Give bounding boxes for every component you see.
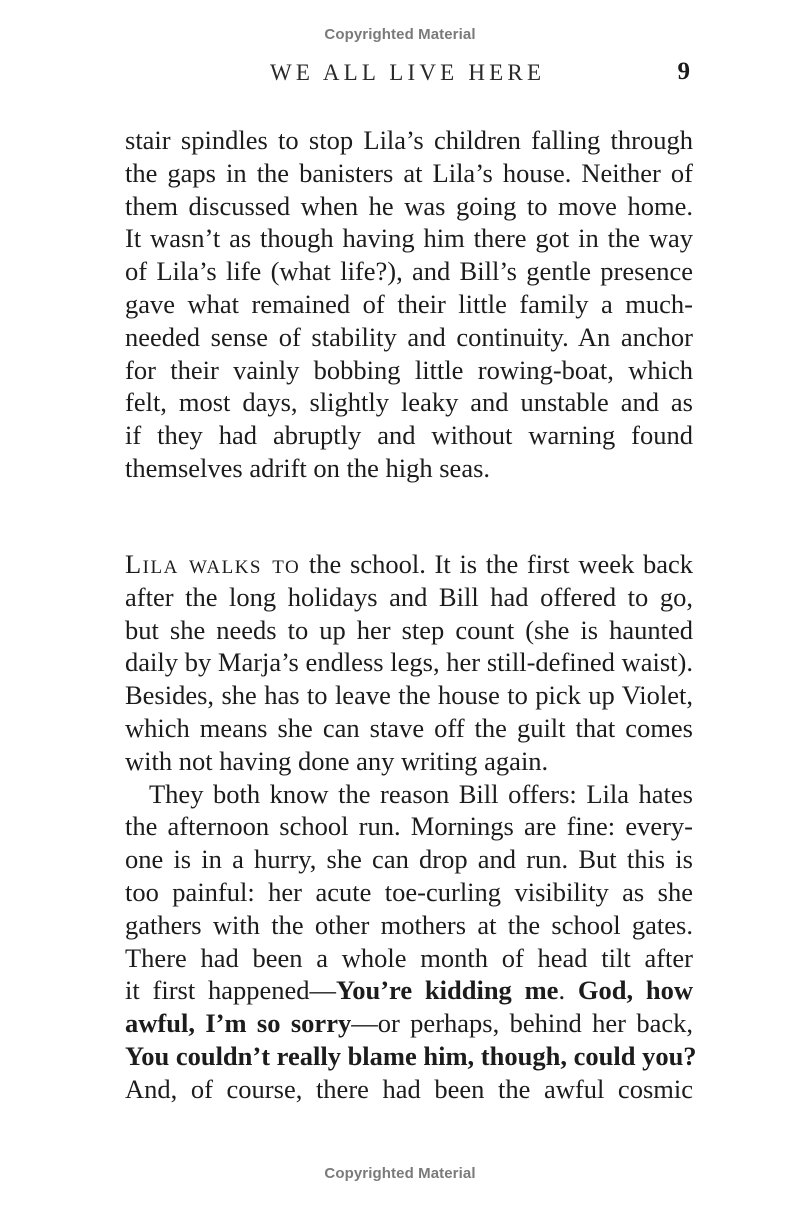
opening-line-rest: the school. It is the first week back — [300, 549, 693, 579]
text-line: gave what remained of their little family a much- — [125, 288, 693, 319]
text-line: them discussed when he was going to move home. — [125, 190, 693, 221]
text-line: stair spindles to stop Lila’s children falling through — [125, 125, 693, 155]
text-line: needed sense of stability and continuity. An anchor — [125, 321, 693, 352]
text-line: too painful: her acute toe-curling visibility as she — [125, 876, 693, 907]
text-line: of Lila’s life (what life?), and Bill’s gentle presence — [125, 256, 693, 287]
text-line: Besides, she has to leave the house to pick up Violet, — [125, 680, 693, 711]
text-line: after the long holidays and Bill had offered to go, — [125, 581, 693, 612]
text-line: gathers with the other mothers at the school gates. — [125, 909, 693, 940]
copyright-watermark-top: Copyrighted Material — [324, 26, 476, 43]
bold-quote-line: You couldn’t really blame him, though, could you? — [125, 1040, 697, 1071]
section-opening-line — [125, 548, 693, 581]
running-title: WE ALL LIVE HERE — [270, 60, 546, 85]
page-number: 9 — [677, 58, 690, 85]
line-separator: . — [558, 975, 578, 1006]
bold-quote: awful, I’m so sorry — [125, 1008, 352, 1039]
text-line: but she needs to up her step count (she is haunted — [125, 614, 693, 645]
copyright-watermark-bottom: Copyrighted Material — [324, 1165, 476, 1182]
text-line: There had been a whole month of head tilt after — [125, 942, 693, 973]
text-line: which means she can stave off the guilt that comes — [125, 712, 693, 743]
text-line-mixed — [125, 1007, 693, 1040]
text-line-mixed — [125, 974, 693, 1007]
text-line: one is in a hurry, she can drop and run. But this is — [125, 844, 693, 875]
text-line: themselves adrift on the high seas. — [125, 452, 491, 483]
text-line: the afternoon school run. Mornings are fine: every- — [125, 811, 693, 842]
bold-quote: You’re kidding me — [336, 975, 559, 1006]
text-line: with not having done any writing again. — [125, 745, 549, 776]
line-plain-part: —or perhaps, behind her back, — [351, 1008, 693, 1039]
text-line: And, of course, there had been the awful cosmic — [125, 1073, 693, 1104]
text-line: It wasn’t as though having him there got in the way — [125, 223, 693, 254]
text-line: for their vainly bobbing little rowing-boat, which — [125, 354, 693, 385]
paragraph-continued — [125, 124, 693, 485]
line-plain-part: it first happened— — [125, 975, 337, 1006]
text-line: the gaps in the banisters at Lila’s house. Neither of — [125, 157, 693, 188]
text-line: if they had abruptly and without warning found — [125, 420, 693, 451]
text-line: daily by Marja’s endless legs, her still-defined waist). — [125, 647, 693, 678]
bold-quote: God, how — [577, 975, 693, 1006]
section-opening-smallcaps: Lila walks to — [125, 549, 301, 579]
text-line: felt, most days, slightly leaky and unstable and as — [125, 387, 693, 418]
section-body — [125, 548, 697, 1106]
running-header — [0, 58, 800, 92]
text-line: They both know the reason Bill offers: Lila hates — [149, 778, 693, 809]
